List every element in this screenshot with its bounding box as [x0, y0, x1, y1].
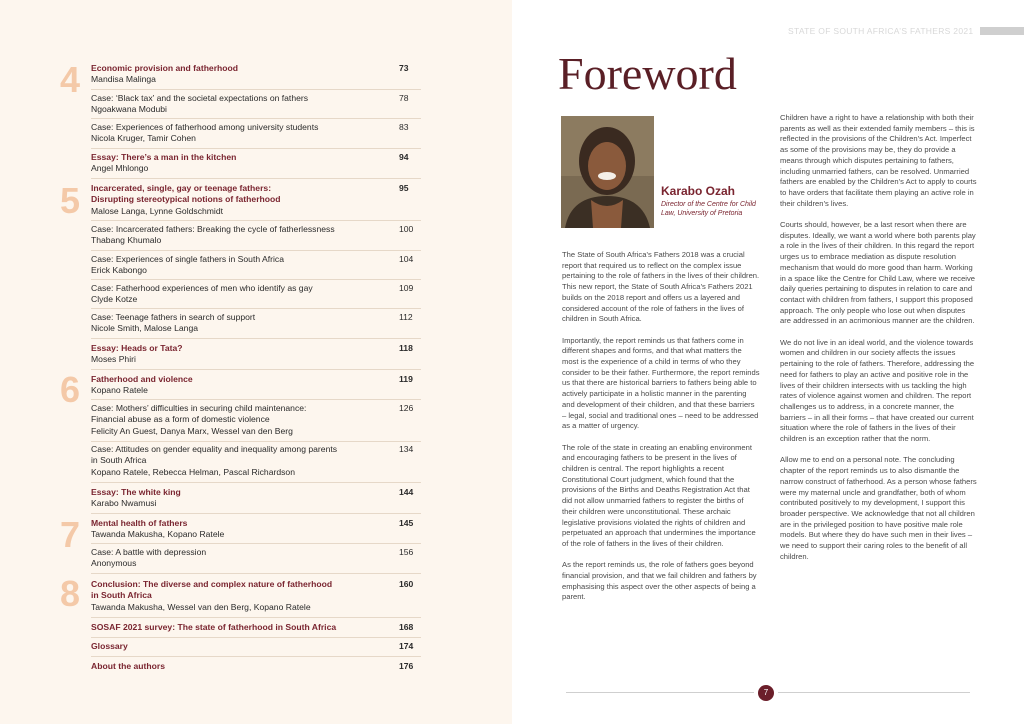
toc-entry-author: Erick Kabongo	[91, 265, 147, 276]
page-title: Foreword	[558, 48, 737, 99]
footer-rule-right	[778, 692, 970, 693]
toc-entry-title-continued: Disrupting stereotypical notions of fatherhood	[91, 194, 281, 205]
paragraph: As the report reminds us, the role of fathers goes beyond financial provision, and that we fail children and fathers by emphasising this aspect over the other aspects of being a parent.	[562, 560, 757, 602]
chapter-number: 4	[60, 59, 81, 100]
divider	[91, 573, 421, 574]
toc-page-number: 174	[399, 641, 414, 651]
toc-entry-title: Fatherhood and violence	[91, 374, 193, 384]
author-role: Director of the Centre for Child Law, University of Pretoria	[661, 201, 756, 217]
toc-entry-title: Conclusion: The diverse and complex nature of fatherhood	[91, 579, 333, 589]
author-photo	[561, 116, 654, 228]
running-header: STATE OF SOUTH AFRICA’S FATHERS 2021	[788, 26, 974, 36]
toc-entry[interactable]	[91, 374, 431, 397]
divider	[91, 637, 421, 638]
chapter-number: 6	[60, 369, 81, 410]
toc-entry-author: Malose Langa, Lynne Goldschmidt	[91, 205, 224, 216]
toc-page-number: 119	[399, 374, 413, 384]
toc-entry-author: Mandisa Malinga	[91, 74, 156, 85]
toc-page-number: 156	[399, 547, 414, 557]
toc-entry-author: Tawanda Makusha, Wessel van den Berg, Kopano Ratele	[91, 601, 311, 612]
toc-entry-title: SOSAF 2021 survey: The state of fatherhood in South Africa	[91, 622, 337, 632]
paragraph: The role of the state in creating an enabling environment and encouraging fathers to be present in the lives of children is central. The report highlights a recent Constitutional Court judgment, which found that the provisions of the Births and Deaths Registration Act that did not allow unmarried fathers to register the births of their children were unconstitutional. These archaic legislative provisions violated the rights of children and perpetuated an approach that undermines the importance of the role of fathers in the lives of their children.	[562, 442, 756, 548]
toc-entry[interactable]	[91, 641, 431, 652]
toc-entry-author: Felicity An Guest, Danya Marx, Wessel van den Berg	[91, 425, 293, 436]
toc-entry-title: Case: Experiences of single fathers in South Africa	[91, 254, 284, 264]
toc-entry-title: Case: Teenage fathers in search of support	[91, 312, 256, 322]
divider	[91, 250, 421, 251]
toc-entry[interactable]	[91, 63, 431, 86]
toc-entry[interactable]	[91, 661, 431, 672]
divider	[91, 399, 421, 400]
toc-entry[interactable]	[91, 444, 431, 478]
toc-entry-author: Nicole Smith, Malose Langa	[91, 323, 198, 334]
toc-entry-author: Anonymous	[91, 558, 137, 569]
toc-entry-title-continued: in South Africa	[91, 455, 147, 466]
toc-entry-author: Clyde Kotze	[91, 294, 138, 305]
divider	[91, 656, 421, 657]
toc-entry-title: Essay: Heads or Tata?	[91, 343, 183, 353]
toc-page-number: 95	[399, 183, 409, 193]
toc-entry[interactable]	[91, 312, 431, 335]
divider	[91, 441, 421, 442]
toc-entry-author: Moses Phiri	[91, 354, 136, 365]
toc-page-number: 104	[399, 254, 414, 264]
divider	[91, 89, 421, 90]
divider	[91, 178, 421, 179]
divider	[91, 148, 421, 149]
toc-page-number: 126	[399, 403, 414, 413]
toc-entry-title: About the authors	[91, 661, 165, 671]
toc-entry[interactable]	[91, 152, 431, 175]
toc-page-number: 118	[399, 343, 413, 353]
toc-entry[interactable]	[91, 283, 431, 306]
author-name: Karabo Ozah	[661, 184, 736, 198]
chapter-number: 5	[60, 180, 81, 221]
divider	[91, 220, 421, 221]
toc-entry-author: Kopano Ratele, Rebecca Helman, Pascal Richardson	[91, 466, 295, 477]
toc-page-number: 176	[399, 661, 414, 671]
toc-entry-title: Case: Fatherhood experiences of men who identify as gay	[91, 283, 313, 293]
toc-entry-title: Case: ‘Black tax’ and the societal expectations on fathers	[91, 93, 309, 103]
toc-page-number: 109	[399, 283, 414, 293]
toc-page-number: 83	[399, 122, 409, 132]
toc-entry[interactable]	[91, 183, 431, 217]
toc-entry-author: Tawanda Makusha, Kopano Ratele	[91, 529, 225, 540]
divider	[91, 513, 421, 514]
paragraph: Courts should, however, be a last resort when there are disputes. Ideally, we want a world where both parents play a role in the lives of their children. In this regard the report urges us to embrace mediation as dispute resolution mechanism that would do more good than harm. Working in a space like the Centre for Child Law, where we receive daily queries pertaining to disputes in relation to care and contact with children from fathers, I support this proposed approach. The only people who lose out when disputes are addressed in an acrimonious manner are the children.	[780, 220, 976, 326]
paragraph: Importantly, the report reminds us that fathers come in different shapes and forms, and that what matters the most is the experience of a child in terms of who they consider to be their father. Furthermore, the report reminds us that there are historical barriers to fathers being able to actively participate in a holistic manner in the parenting and development of their children, and that these barriers – legal, social and traditional ones – need to be addressed as a matter of urgency.	[562, 335, 760, 431]
toc-entry[interactable]	[91, 343, 431, 366]
chapter-number: 8	[60, 573, 81, 614]
divider	[91, 543, 421, 544]
paragraph: The State of South Africa’s Fathers 2018 was a crucial report that required us to reflect on the complex issue pertaining to the role of fathers in the lives of their children. This new report, the State of South Africa’s Fathers 2021 builds on the 2018 report and offers us a layered and considered account of the role of fathers in the lives of children in South Africa.	[562, 250, 760, 324]
header-bar	[980, 27, 1024, 35]
toc-entry[interactable]	[91, 224, 431, 247]
text-column-left	[562, 250, 760, 614]
divider	[91, 279, 421, 280]
toc-entry-author: Nicola Kruger, Tamir Cohen	[91, 133, 196, 144]
toc-entry[interactable]	[91, 122, 431, 145]
toc-entry-title-continued: in South Africa	[91, 590, 152, 601]
divider	[91, 482, 421, 483]
toc-entry[interactable]	[91, 487, 431, 510]
footer-rule-left	[566, 692, 754, 693]
toc-entry[interactable]	[91, 254, 431, 277]
divider	[91, 617, 421, 618]
text-column-right	[780, 113, 978, 573]
toc-entry-title: Case: A battle with depression	[91, 547, 207, 557]
toc-page-number: 112	[399, 312, 413, 322]
toc-entry-author: Angel Mhlongo	[91, 163, 149, 174]
toc-entry-title: Glossary	[91, 641, 128, 651]
toc-entry-title: Case: Incarcerated fathers: Breaking the cycle of fatherlessness	[91, 224, 335, 234]
toc-entry-author: Kopano Ratele	[91, 385, 148, 396]
toc-page-number: 134	[399, 444, 414, 454]
toc-entry[interactable]	[91, 518, 431, 541]
toc-entry[interactable]	[91, 622, 431, 633]
toc-page-number: 78	[399, 93, 409, 103]
toc-page-number: 145	[399, 518, 414, 528]
toc-entry-author: Thabang Khumalo	[91, 235, 162, 246]
toc-entry[interactable]	[91, 403, 431, 437]
toc-page-number: 73	[399, 63, 409, 73]
toc-entry-title: Essay: There’s a man in the kitchen	[91, 152, 237, 162]
toc-entry-title-continued: Financial abuse as a form of domestic violence	[91, 414, 270, 425]
divider	[91, 338, 421, 339]
toc-page-number: 94	[399, 152, 409, 162]
toc-entry-author: Ngoakwana Modubi	[91, 104, 167, 115]
toc-entry-title: Incarcerated, single, gay or teenage fathers:	[91, 183, 272, 193]
toc-page-number: 168	[399, 622, 414, 632]
toc-entry[interactable]	[91, 579, 431, 613]
toc-entry-title: Case: Attitudes on gender equality and inequality among parents	[91, 444, 338, 454]
divider	[91, 308, 421, 309]
paragraph: Children have a right to have a relationship with both their parents as well as their extended family members – this is reflected in the provisions of the Children’s Act. Imperfect as some of the provisions may be, they do provide a means through which disputes pertaining to fathers, including unmarried fathers, can be resolved. Unmarried fathers are enabled by the Children’s Act to apply to courts to have orders that facilitate them playing an active role in their children’s lives.	[780, 113, 977, 208]
toc-entry-title: Economic provision and fatherhood	[91, 63, 239, 73]
toc-page-number: 160	[399, 579, 414, 589]
divider	[91, 369, 421, 370]
toc-entry-title: Case: Mothers’ difficulties in securing child maintenance:	[91, 403, 307, 413]
chapter-number: 7	[60, 514, 81, 555]
toc-page-number: 100	[399, 224, 414, 234]
paragraph: We do not live in an ideal world, and the violence towards women and children in our society affects the issues pertaining to the role of fathers. Therefore, addressing the need for fathers to play an active and positive role in the lives of their children intersects with us tackling the high rates of violence against women and children. The report challenges us to address, in a concrete manner, the barriers – in all their forms – that have created our current situation where the role of fathers in the lives of their children is an exception rather that the norm.	[780, 337, 975, 444]
toc-entry-author: Karabo Nwamusi	[91, 498, 157, 509]
toc-entry-title: Case: Experiences of fatherhood among university students	[91, 122, 319, 132]
divider	[91, 118, 421, 119]
page-number: 7	[758, 685, 774, 701]
paragraph: Allow me to end on a personal note. The concluding chapter of the report reminds us to also dismantle the narrow construct of fatherhood. As a person whose fathers were my maternal uncle and grandfather, both of whom contributed positively to my development, I support this broader perspective. We acknowledge that not all children are in the privileged position to have positive male role models. But where they do have such men in their lives – we need to support their caring roles to the benefit of all children.	[780, 455, 977, 561]
toc-entry-title: Mental health of fathers	[91, 518, 188, 528]
toc-entry-title: Essay: The white king	[91, 487, 181, 497]
toc-entry[interactable]	[91, 547, 431, 570]
toc-entry[interactable]	[91, 93, 431, 116]
toc-page-number: 144	[399, 487, 414, 497]
